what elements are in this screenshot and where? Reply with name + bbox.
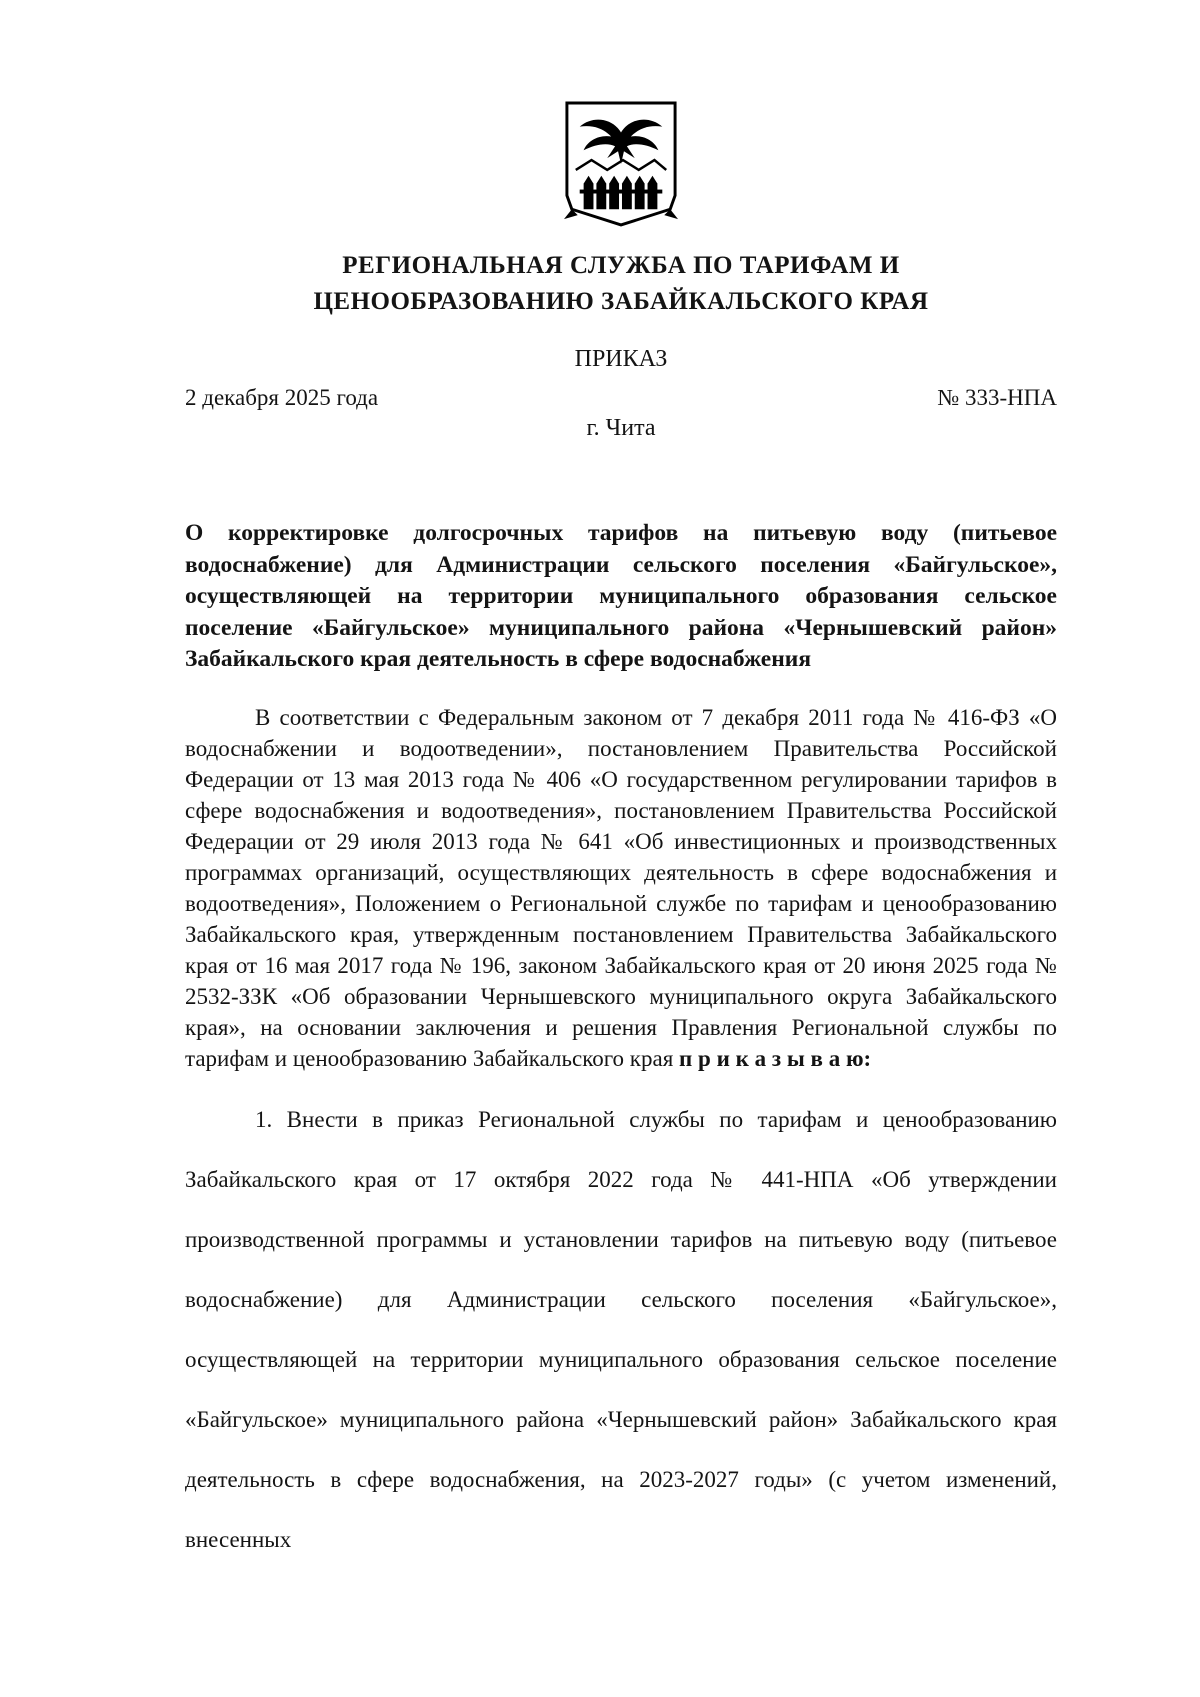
preamble-text: В соответствии с Федеральным законом от 7 декабря 2011 года № 416-ФЗ «О водоснабжении и водоотведении», постановлением Правительства Российской Федерации от 13 мая 2013 года № 406 «О государственном регулировании тарифов в сфере водоснабжения и водоотведения», постановлением Правительства Российской Федерации от 29 июля 2013 года № 641 «Об инвестиционных и производственных программах организаций, осуществляющих деятельность в сфере водоснабжения и водоотведения», Положением о Региональной службе по тарифам и ценообразованию Забайкальского края, утвержденным постановлением Правительства Забайкальского края от 16 мая 2017 года № 196, законом Забайкальского края от 20 июня 2025 года № 2532-ЗЗК «Об образовании Чернышевского муниципального округа Забайкальского края», на основании заключения и решения Правления Региональной службы по тарифам и ценообразованию Забайкальского края	[185, 704, 1057, 1071]
document-subject: О корректировке долгосрочных тарифов на питьевую воду (питьевое водоснабжение) для Администрации сельского поселения «Байгульское», осуществляющей на территории муниципального образования сельское поселение «Байгульское» муниципального района «Чернышевский район» Забайкальского края деятельность в сфере водоснабжения	[185, 520, 1057, 672]
document-number: № 333-НПА	[937, 385, 1057, 410]
coat-of-arms-icon	[562, 98, 680, 230]
document-city: г. Чита	[586, 415, 656, 441]
document-date: 2 декабря 2025 года	[185, 385, 379, 410]
date-number-row	[185, 382, 1057, 413]
org-name-line2: ЦЕНООБРАЗОВАНИЮ ЗАБАЙКАЛЬСКОГО КРАЯ	[313, 288, 929, 315]
document-content	[185, 98, 1057, 1570]
paragraph-preamble	[185, 702, 1057, 1074]
org-name-line1: РЕГИОНАЛЬНАЯ СЛУЖБА ПО ТАРИФАМ И	[342, 252, 900, 279]
organization-name	[185, 248, 1057, 320]
command-word: п р и к а з ы в а ю:	[679, 1045, 872, 1071]
paragraph-item-1: 1. Внести в приказ Региональной службы по тарифам и ценообразованию Забайкальского края от 17 октября 2022 года № 441-НПА «Об утверждении производственной программы и установлении тарифов на питьевую воду (питьевое водоснабжение) для Администрации сельского поселения «Байгульское», осуществляющей на территории муниципального образования сельское поселение «Байгульское» муниципального района «Чернышевский район» Забайкальского края деятельность в сфере водоснабжения, на 2023-2027 годы» (с учетом изменений, внесенных	[185, 1106, 1057, 1552]
document-type: ПРИКАЗ	[574, 346, 668, 372]
coat-of-arms	[562, 98, 680, 230]
